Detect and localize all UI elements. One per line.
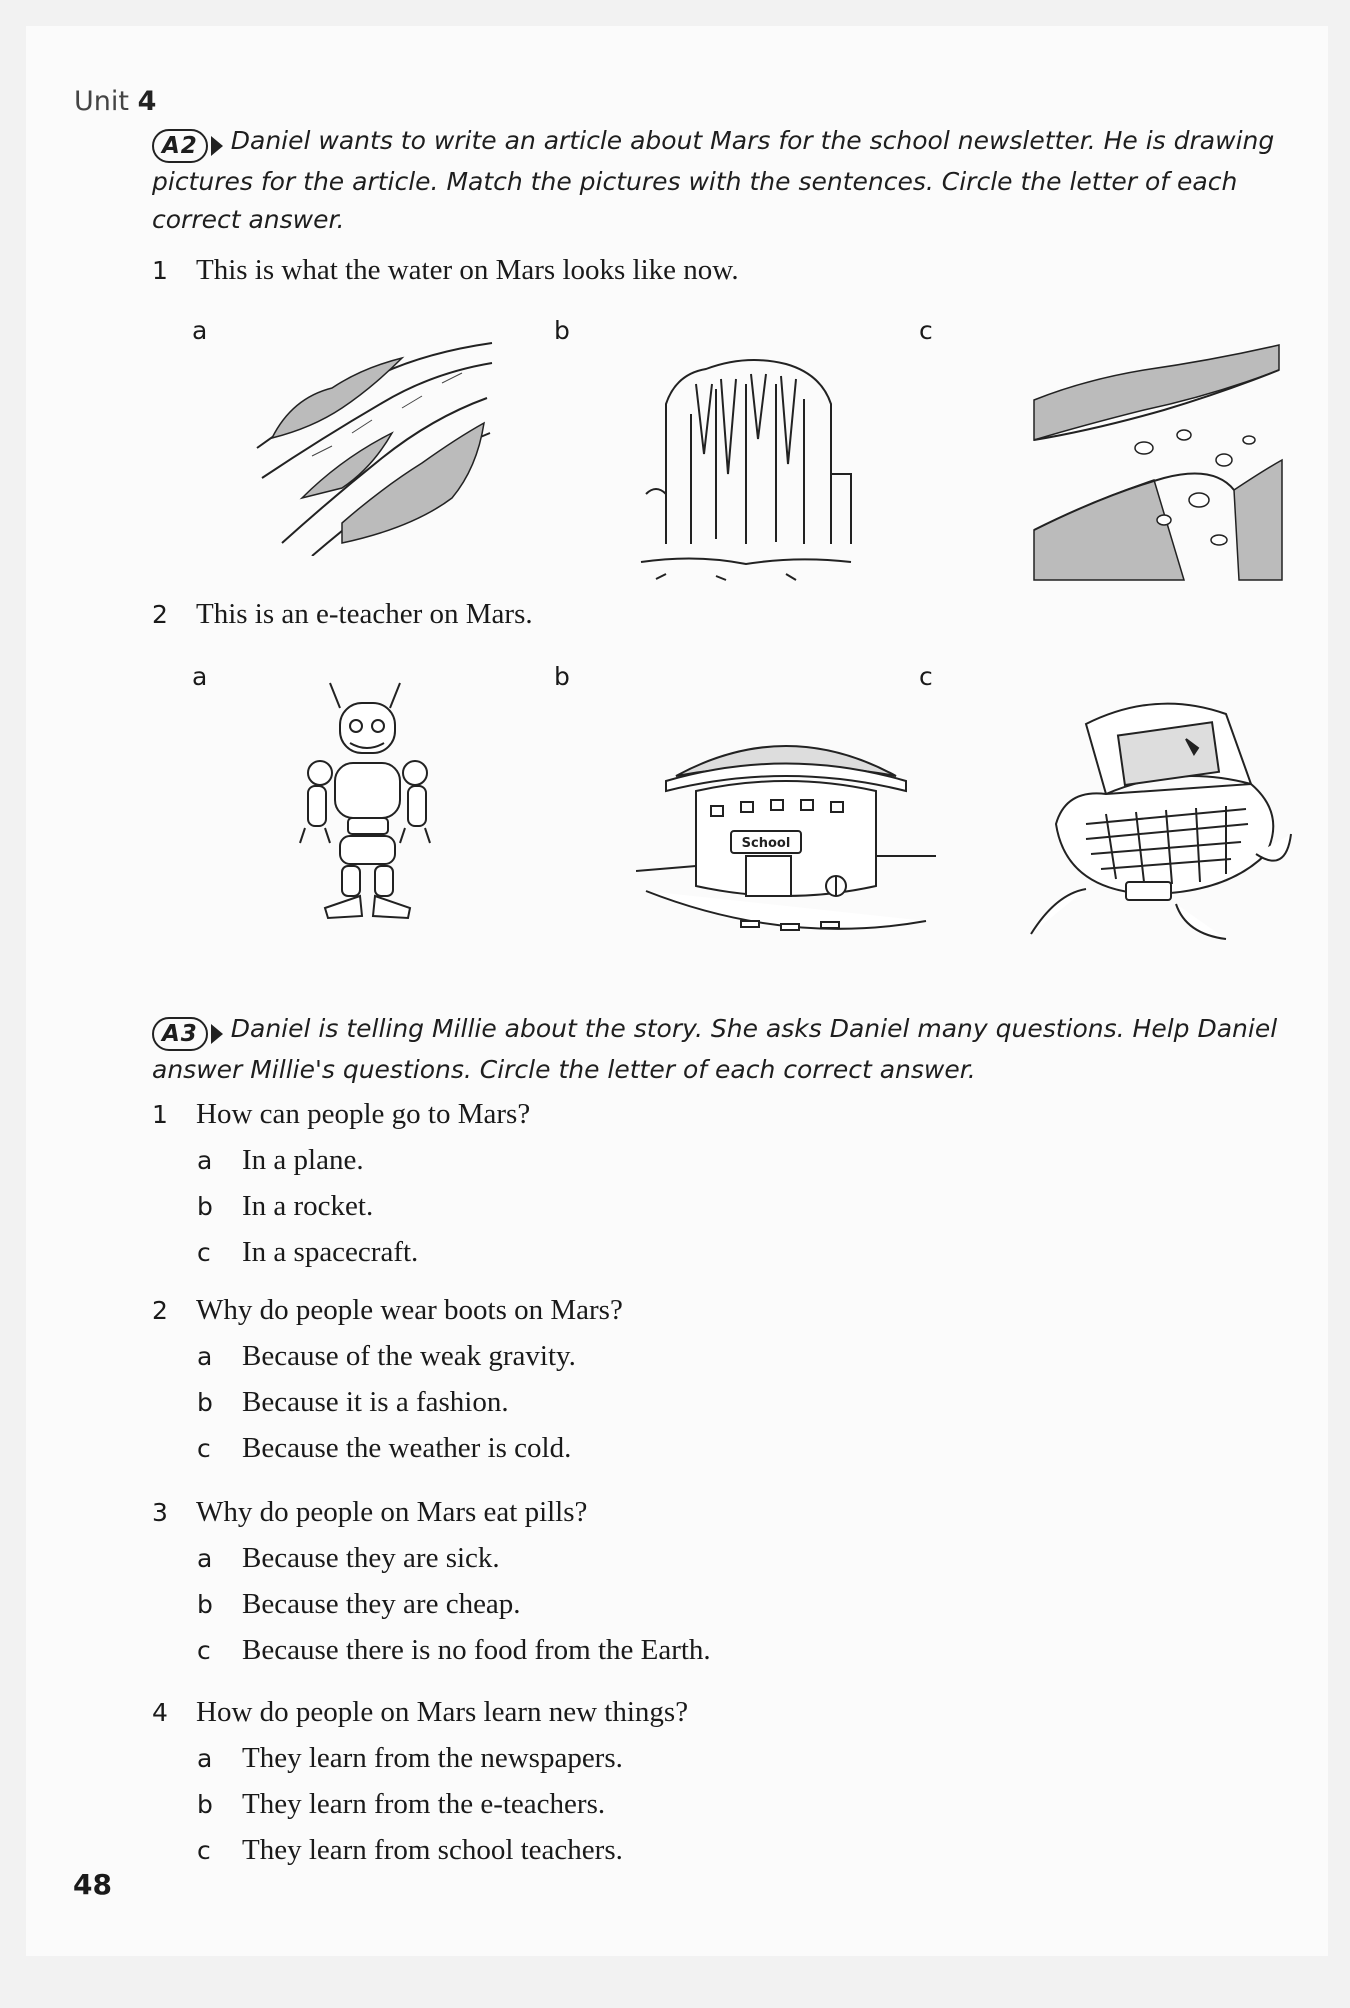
a2-q2-letter-b[interactable]: b [554, 662, 570, 691]
a2-q1-letter-c[interactable]: c [919, 316, 933, 345]
a3-badge: A3 [152, 1017, 223, 1051]
a2-question-1: 1 This is what the water on Mars looks like now. [152, 254, 739, 286]
school-sign: School [741, 836, 791, 851]
a3-q4-option-b[interactable]: b They learn from the e-teachers. [197, 1788, 606, 1820]
a3-question-1: 1 How can people go to Mars? [152, 1098, 531, 1130]
a3-q2-option-a[interactable]: a Because of the weak gravity. [197, 1340, 576, 1372]
unit-number: 4 [137, 86, 157, 117]
a2-q2-letter-a[interactable]: a [192, 662, 208, 691]
a3-question-2: 2 Why do people wear boots on Mars? [152, 1294, 623, 1326]
a2-badge: A2 [152, 129, 223, 163]
a3-q4-option-c[interactable]: c They learn from school teachers. [197, 1834, 623, 1866]
a2-q1-letter-b[interactable]: b [554, 316, 570, 345]
a3-instruction-block [152, 1010, 1292, 1089]
a3-q3-option-b[interactable]: b Because they are cheap. [197, 1588, 521, 1620]
play-triangle-icon [211, 1024, 223, 1044]
a3-q3-option-a[interactable]: a Because they are sick. [197, 1542, 500, 1574]
handheld-computer-illustration [1026, 694, 1296, 944]
a3-q3-option-c[interactable]: c Because there is no food from the Earth. [197, 1634, 711, 1666]
river-valley-illustration [252, 338, 498, 556]
a2-q2-letter-c[interactable]: c [919, 662, 933, 691]
a3-q4-option-a[interactable]: a They learn from the newspapers. [197, 1742, 623, 1774]
a2-instruction-block [152, 122, 1282, 239]
space-school-illustration [636, 696, 936, 936]
play-triangle-icon [211, 136, 223, 156]
a3-q1-option-c[interactable]: c In a spacecraft. [197, 1236, 419, 1268]
workbook-page [26, 26, 1328, 1956]
a2-instruction: Daniel wants to write an article about Mars for the school newsletter. He is drawing pictures for the article. Match the pictures with the sentences. Circle the letter of each correct answer. [152, 126, 1275, 234]
ice-cave-illustration [636, 344, 858, 586]
a3-q1-option-b[interactable]: b In a rocket. [197, 1190, 374, 1222]
a3-q2-option-c[interactable]: c Because the weather is cold. [197, 1432, 572, 1464]
a2-question-2: 2 This is an e-teacher on Mars. [152, 598, 533, 630]
a3-instruction: Daniel is telling Millie about the story. She asks Daniel many questions. Help Daniel answer Millie's questions. Circle the letter of each correct answer. [152, 1014, 1278, 1084]
page-number: 48 [73, 1868, 112, 1901]
a3-q1-option-a[interactable]: a In a plane. [197, 1144, 364, 1176]
dry-riverbed-illustration [1024, 340, 1286, 582]
a3-question-3: 3 Why do people on Mars eat pills? [152, 1496, 588, 1528]
unit-header: Unit 4 [74, 86, 157, 117]
a3-q2-option-b[interactable]: b Because it is a fashion. [197, 1386, 509, 1418]
a3-question-4: 4 How do people on Mars learn new things? [152, 1696, 689, 1728]
a2-q1-letter-a[interactable]: a [192, 316, 208, 345]
robot-illustration [280, 678, 460, 928]
